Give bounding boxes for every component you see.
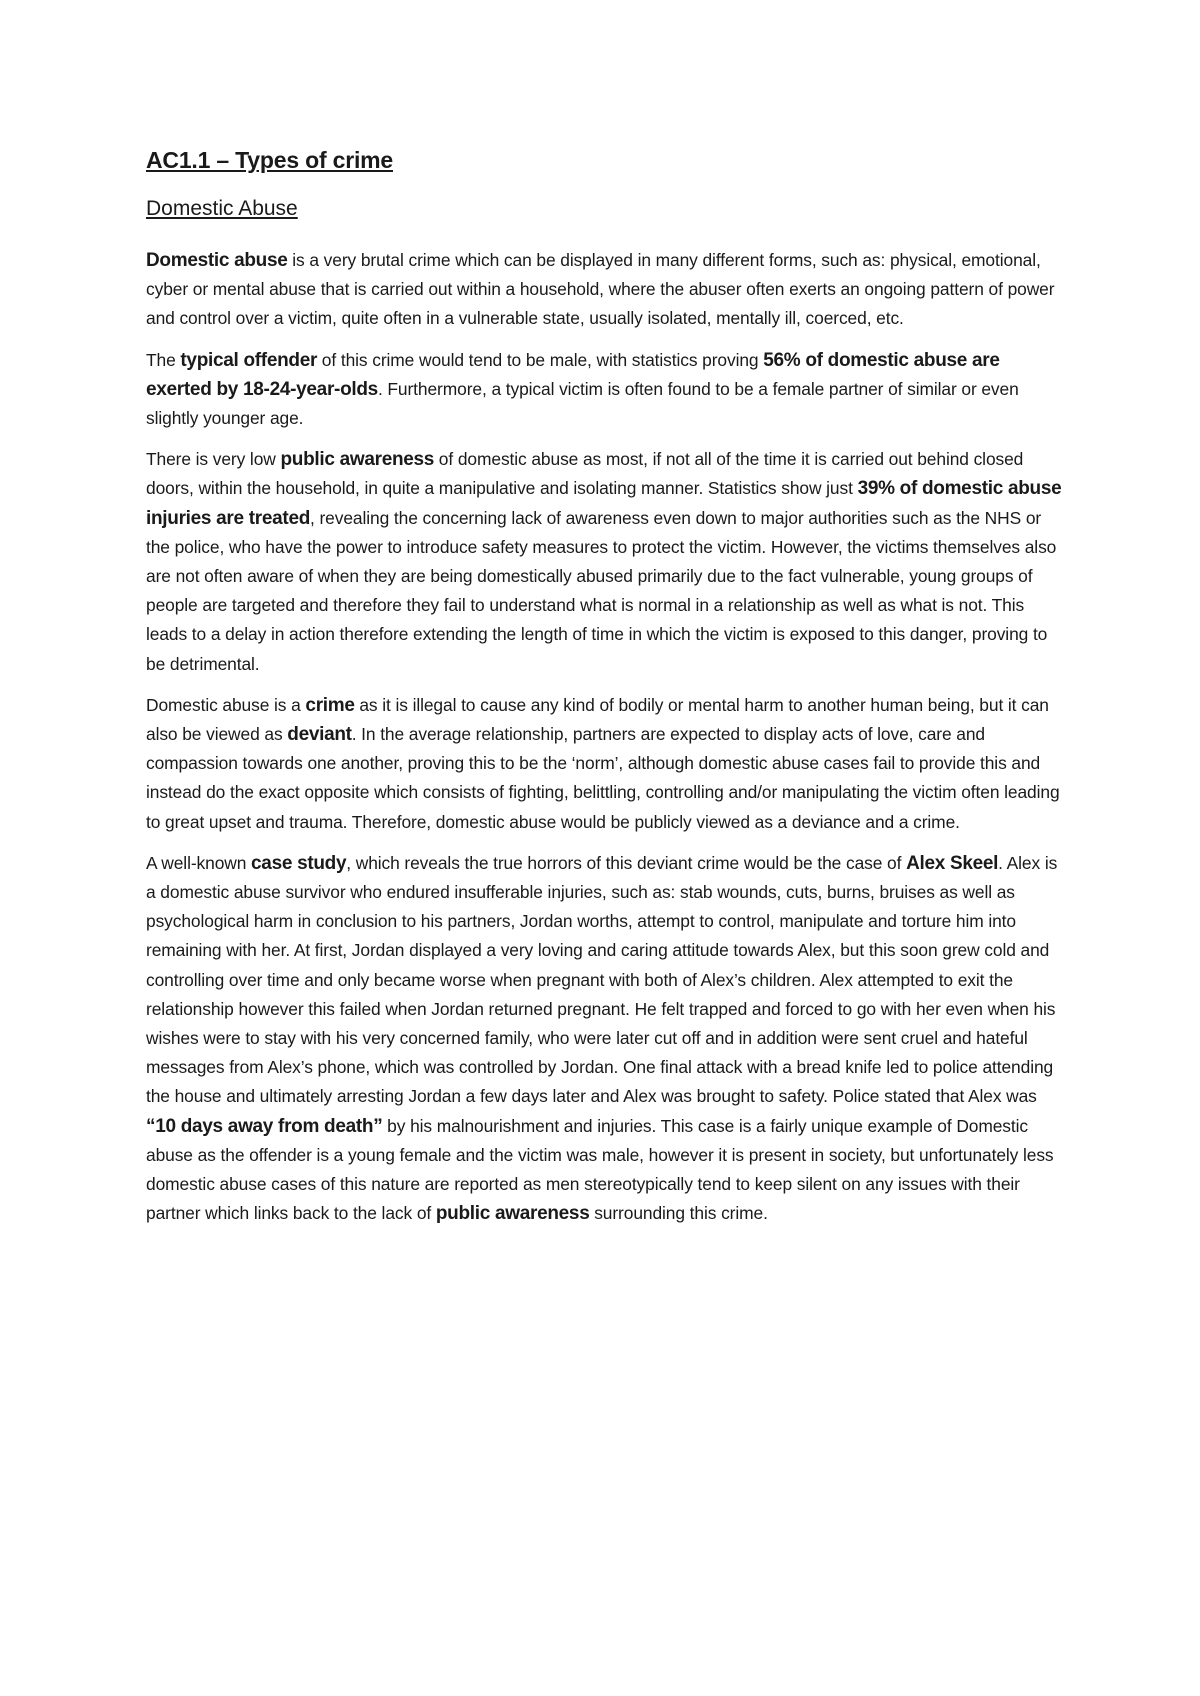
paragraph-text: . Furthermore, a typical victim is often found to be a female partner of similar or even slightly younger age. — [146, 378, 1019, 429]
emphasis-text: “10 days away from death” — [146, 1115, 383, 1137]
paragraph-text: of this crime would tend to be male, with statistics proving — [317, 349, 764, 370]
emphasis-text: Domestic abuse — [146, 250, 288, 271]
paragraph — [146, 246, 1066, 334]
paragraph-text: Domestic abuse is a — [146, 694, 306, 715]
emphasis-text: typical offender — [180, 349, 318, 371]
paragraph-text: of domestic abuse as most, if not all of the time it is carried out behind closed doors, within the household, in quite a manipulative and isolating manner. Statistics show just — [146, 449, 1024, 499]
emphasis-text: public awareness — [280, 449, 435, 471]
emphasis-text: crime — [305, 694, 355, 716]
document-title: AC1.1 – Types of crime — [146, 147, 393, 173]
document-page — [146, 146, 1066, 1241]
paragraph-text: surrounding this crime. — [589, 1203, 768, 1224]
document-body — [146, 246, 1066, 1229]
emphasis-text: 56% of domestic abuse are exerted by 18-24-year-olds — [146, 349, 1000, 400]
emphasis-text: 39% of domestic abuse injuries are treated — [146, 478, 1062, 529]
paragraph-text: A well-known — [146, 852, 252, 873]
paragraph-text: by his malnourishment and injuries. This case is a fairly unique example of Domestic abuse as the offender is a young female and the victim was male, however it is present in society, but unfortunately less domestic abuse cases of this nature are reported as men stereotypically tend to keep silent on any issues with their partner which links back to the lack of — [146, 1115, 1054, 1224]
paragraph — [146, 346, 1066, 434]
emphasis-text: deviant — [287, 724, 352, 746]
paragraph-text: The — [146, 349, 181, 370]
section-heading: Domestic Abuse — [146, 197, 298, 220]
paragraph-text: . In the average relationship, partners are expected to display acts of love, care and compassion towards one another, proving this to be the ‘norm’, although domestic abuse cases fail to provide this and instead do the exact opposite which consists of fighting, belittling, controlling and/or manipulating the victim often leading to great upset and trauma. Therefore, domestic abuse would be publicly viewed as a deviance and a crime. — [146, 724, 1060, 832]
paragraph — [146, 691, 1066, 837]
paragraph-text: , revealing the concerning lack of awareness even down to major authorities such as the NHS or the police, who have the power to introduce safety measures to protect the victim. However, the victims themselves also are not often aware of when they are being domestically abused primarily due to the fact vulnerable, young groups of people are targeted and therefore they fail to understand what is normal in a relationship as well as what is not. This leads to a delay in action therefore extending the length of time in which the victim is exposed to this danger, proving to be detrimental. — [146, 507, 1057, 674]
paragraph-text: There is very low — [146, 449, 281, 470]
paragraph-text: is a very brutal crime which can be displayed in many different forms, such as: physical, emotional, cyber or mental abuse that is carried out within a household, where the abuser often exerts an ongoing pattern of power and control over a victim, quite often in a vulnerable state, usually isolated, mentally ill, coerced, etc. — [146, 250, 1055, 329]
emphasis-text: Alex Skeel — [906, 852, 999, 874]
emphasis-text: public awareness — [435, 1203, 590, 1225]
paragraph — [146, 849, 1066, 1229]
paragraph-text: . Alex is a domestic abuse survivor who endured insufferable injuries, such as: stab wounds, cuts, burns, bruises as well as psychological harm in conclusion to his partners, Jordan worths, attempt to control, manipulate and torture him into remaining with her. At first, Jordan displayed a very loving and caring attitude towards Alex, but this soon grew cold and controlling over time and only became worse when pregnant with both of Alex’s children. Alex attempted to exit the relationship however this failed when Jordan returned pregnant. He felt trapped and forced to go with her even when his wishes were to stay with his very concerned family, who were later cut off and in addition were sent cruel and hateful messages from Alex’s phone, which was controlled by Jordan. One final attack with a bread knife led to police attending the house and ultimately arresting Jordan a few days later and Alex was brought to safety. Police stated that Alex was — [146, 852, 1058, 1107]
paragraph-text: , which reveals the true horrors of this deviant crime would be the case of — [346, 852, 907, 873]
paragraph-text: as it is illegal to cause any kind of bodily or mental harm to another human being, but it can also be viewed as — [146, 694, 1049, 745]
paragraph — [146, 445, 1066, 679]
emphasis-text: case study — [251, 852, 347, 874]
